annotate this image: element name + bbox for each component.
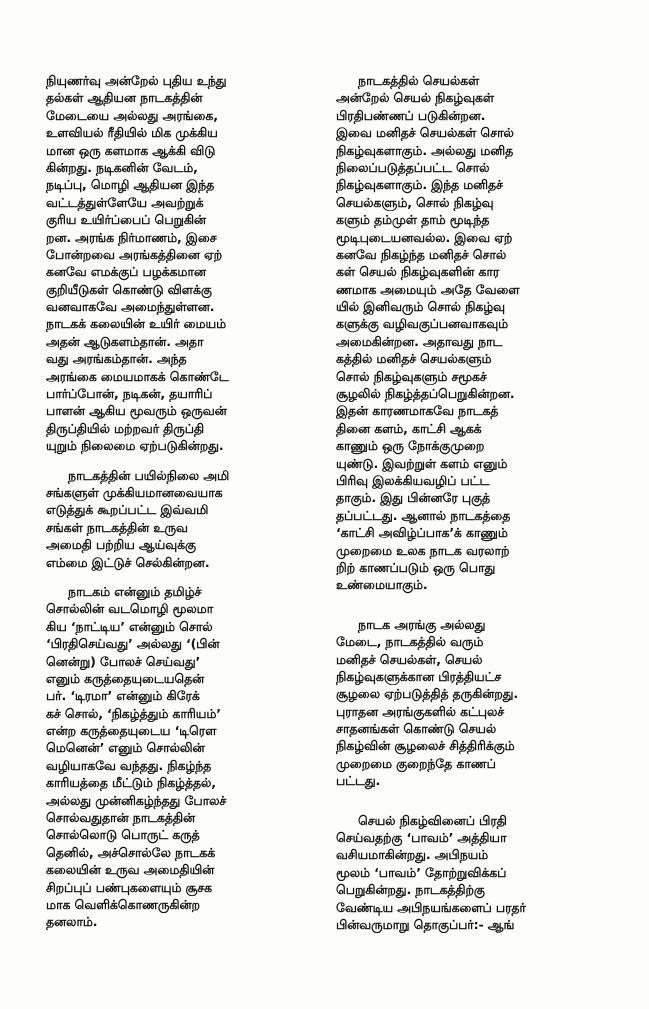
text-line: பெறுகின்றது. நாடகத்திற்கு (336, 882, 485, 898)
text-line: பர். ‘டிரமா’ என்னும் கிரேக் (46, 688, 200, 704)
text-line: மூடிபுடையனவல்ல. இவை ஏற் (336, 229, 513, 245)
text-line: தெனில், அச்சொல்லே நாடகக் (46, 844, 216, 860)
text-line: உளவியல் ரீதியில் மிக முக்கிய (46, 125, 218, 141)
text-line: சங்கள் நாடகத்தின் உருவ (46, 519, 188, 535)
text-line: பின்வருமாறு தொகுப்பர்:- ஆங் (336, 916, 515, 932)
text-line: மாக வெளிக்கொணருகின்ற (46, 896, 200, 912)
text-line: ‘பிரதிசெய்வது’ அல்லது ‘(பின் (46, 636, 220, 652)
text-line: நாடகக் கலையின் உயிர் மையம் (46, 316, 227, 332)
text-line: தாகும். இது பின்னரே புகுத் (336, 490, 490, 506)
text-line: சங்களுள் முக்கியமானவையாக (46, 484, 223, 500)
right-column (336, 72, 606, 933)
left-paragraph-2 (46, 467, 316, 571)
text-line: நிகழ்வுகளாகும். இந்த மனிதச் (336, 177, 503, 193)
text-line: காணும் ஒரு நோக்குமுறை (336, 438, 485, 454)
text-line: இதன் காரணமாகவே நாடகத் (336, 403, 499, 419)
text-line: நிலைப்படுத்தப்பட்ட சொல் (336, 159, 490, 175)
text-line: எம்மை இட்டுச் செல்கின்றன. (46, 554, 210, 570)
text-line: போன்றவை அரங்கத்தினை ஏற் (46, 246, 223, 262)
text-line: செயல்களும், சொல் நிகழ்வு (336, 194, 494, 210)
text-line: சொல்லின் வடமொழி மூலமா (46, 601, 214, 617)
text-line: ‘காட்சி அவிழ்ப்பாக’க் காணும் (336, 525, 508, 541)
text-line: யில் இனிவரும் சொல் நிகழ்வு (336, 299, 505, 315)
text-line: யுண்டு. இவற்றுள் களம் எனும் (336, 455, 508, 471)
text-line: நாடகத்தில் செயல்கள் (358, 73, 480, 88)
text-line: மனிதச் செயல்கள், செயல் (336, 651, 483, 667)
paragraph-gap (46, 455, 316, 467)
text-line: புராதன அரங்குகளில் கட்புலச் (336, 703, 505, 719)
text-line: சிறப்புப் பண்புகளையும் சூசக (46, 879, 213, 895)
text-line: தப்பட்டது. ஆனால் நாடகத்தை (336, 507, 511, 523)
text-line: வனவாகவே அமைந்துள்ளன. (46, 299, 215, 315)
text-line: நியுணர்வு அன்றேல் புதிய உந்து (46, 73, 227, 88)
text-line: கலையின் உருவ அமைதியின் (46, 862, 215, 878)
text-line: தல்கள் ஆதியன நாடகத்தின் (46, 90, 203, 106)
text-line: திருப்தியில் மற்றவர் திருப்தி (46, 420, 205, 436)
text-line: கின்றது. நடிகனின் வேடம், (46, 159, 198, 175)
text-line: கத்தில் மனிதச் செயல்களும் (336, 351, 492, 367)
text-line: செயல் நிகழ்வினைப் பிரதி (358, 812, 507, 828)
text-line: அரங்கை மையமாகக் கொண்டே (46, 368, 229, 384)
text-line: ணமாக அமையும் அதே வேளை (336, 281, 520, 297)
text-line: கனவே எமக்குப் பழக்கமான (46, 264, 206, 280)
text-line: தினை களம், காட்சி ஆகக் (336, 420, 482, 436)
left-column (46, 72, 316, 931)
text-line: நடிப்பு, மொழி ஆதியன இந்த (46, 177, 215, 193)
text-line: னென்று) போலச் செய்வது’ (46, 653, 201, 669)
text-line: நாடகத்தின் பயில்நிலை அமி (68, 467, 230, 483)
text-line: மேடை, நாடகத்தில் வரும் (336, 634, 484, 650)
text-line: களுக்கு வழிவகுப்பனவாகவும் (336, 316, 509, 332)
right-paragraph-3 (336, 812, 606, 934)
text-line: செய்வதற்கு ‘பாவம்’ அத்தியா (336, 830, 507, 846)
text-line: அமைதி பற்றிய ஆய்வுக்கு (46, 537, 196, 553)
text-line: குறியீடுகள் கொண்டு விளக்கு (46, 281, 212, 297)
text-line: அன்றேல் செயல் நிகழ்வுகள் (336, 90, 495, 106)
text-line: அதன் ஆடுகளம்தான். அதா (46, 333, 204, 349)
text-line: மேடையை அல்லது அரங்கை, (46, 107, 218, 123)
text-line: சாதனங்கள் கொண்டு செயல் (336, 721, 497, 737)
left-paragraph-3 (46, 583, 316, 931)
text-line: சொல்லொடு பொருட் கருத் (46, 827, 200, 843)
text-line: றன. அரங்க நிர்மாணம், இசை (46, 229, 217, 245)
text-line: பார்ப்போன், நடிகன், தயாரிப் (46, 386, 213, 402)
text-line: சூழலில் நிகழ்த்தப்பெறுகின்றன. (336, 386, 515, 402)
text-line: கள் செயல் நிகழ்வுகளின் கார (336, 264, 500, 280)
text-line: மெனென்’ எனும் சொல்லின் (46, 740, 205, 756)
text-line: என்ற கருத்தையுடைய ‘டிரௌ (46, 723, 217, 739)
text-line: வட்டத்துள்ளேயே அவற்றுக் (46, 194, 204, 210)
text-line: றிற் காணப்படும் ஒரு பொது (336, 559, 496, 575)
text-line: தனலாம். (46, 914, 98, 930)
text-line: குரிய உயிர்ப்பைப் பெறுகின் (46, 212, 206, 228)
right-paragraph-2 (336, 616, 606, 790)
text-line: வசியமாகின்றது. அபிநயம் (336, 847, 489, 863)
text-line: நிகழ்வுகளாகும். அல்லது மனித (336, 142, 514, 158)
text-line: சொல் நிகழ்வுகளும் சமூகச் (336, 368, 487, 384)
text-line: பிரதிபண்ணப் படுகின்றன. (336, 107, 486, 123)
text-line: வது அரங்கம்தான். அந்த (46, 351, 187, 367)
paragraph-gap (336, 594, 606, 616)
paragraph-gap (336, 790, 606, 812)
right-paragraph-1 (336, 72, 606, 594)
text-line: வழியாகவே வந்தது. நிகழ்ந்த (46, 757, 212, 773)
text-line: கிய ‘நாட்டிய’ என்னும் சொல் (46, 618, 213, 634)
text-line: வேண்டிய அபிநயங்களைப் பரதர் (336, 899, 526, 915)
text-line: சூழலை ஏற்படுத்தித் தருகின்றது. (336, 686, 518, 702)
text-line: மான ஒரு களமாக ஆக்கி விடு (46, 142, 216, 158)
text-line: முறைமை உலக நாடக வரலாற் (336, 542, 510, 558)
text-line: இவை மனிதச் செயல்கள் சொல் (336, 125, 514, 141)
text-line: மூலம் ‘பாவம்’ தோற்றுவிக்கப் (336, 864, 507, 880)
text-line: அல்லது முன்னிகழ்ந்தது போலச் (46, 792, 227, 808)
text-line: எனும் கருத்தையுடையதென் (46, 670, 205, 686)
text-line: பட்டது. (336, 773, 381, 789)
text-line: உண்மையாகும். (336, 577, 428, 593)
text-line: நிகழ்வுகளுக்கான பிரத்தியட்ச (336, 668, 502, 684)
text-line: கச் சொல், ‘நிகழ்த்தும் காரியம்’ (46, 705, 221, 721)
text-line: யுறும் நிலைமை ஏற்படுகின்றது. (46, 438, 224, 454)
text-line: பிரிவு இலக்கியவழிப் பட்ட (336, 472, 490, 488)
text-line: முறைமை குறைந்தே காணப் (336, 755, 496, 771)
text-line: அமைகின்றன. அதாவது நாட (336, 333, 503, 349)
text-line: காரியத்தை மீட்டும் நிகழ்த்தல், (46, 775, 216, 791)
text-line: சொல்வதுதான் நாடகத்தின் (46, 810, 196, 826)
text-line: பாளன் ஆகிய மூவரும் ஒருவன் (46, 403, 227, 419)
paragraph-gap (46, 571, 316, 583)
text-line: நாடகம் என்னும் தமிழ்ச் (68, 583, 202, 599)
text-line: கனவே நிகழ்ந்த மனிதச் சொல் (336, 246, 507, 262)
text-line: எடுத்துக் கூறப்பட்ட இவ்வமி (46, 502, 209, 518)
text-line: களும் தம்முள் தாம் மூடிந்த (336, 212, 490, 228)
text-line: நாடக அரங்கு அல்லது (358, 616, 486, 632)
left-paragraph-1 (46, 72, 316, 455)
text-line: நிகழ்வின் சூழலைச் சித்திரிக்கும் (336, 738, 515, 754)
